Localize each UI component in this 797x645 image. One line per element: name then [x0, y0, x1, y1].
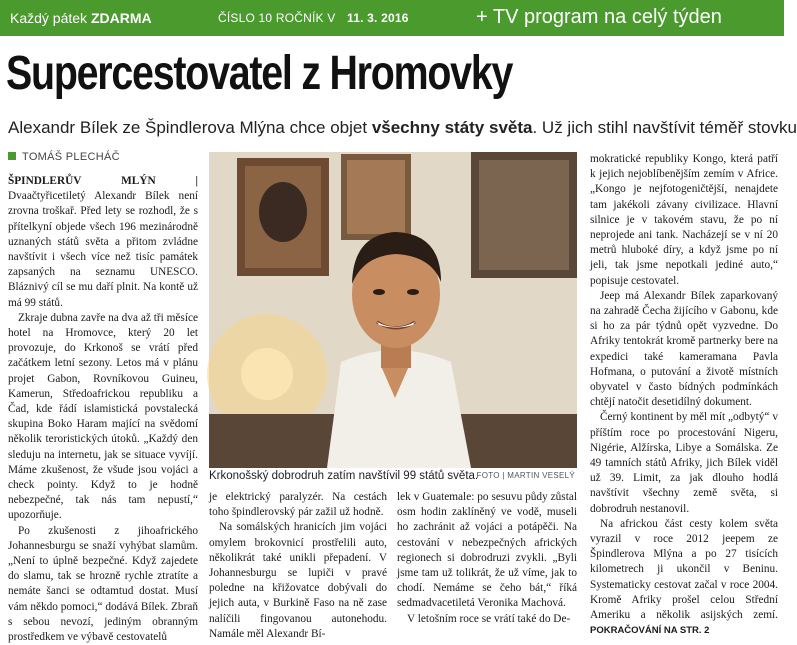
- paragraph-text: Dvaačtyřicetiletý Alexandr Bílek není zrovna troškař. Před lety se rozhodl, že s přítelkyní objede všech 196 mezinárodně uznaných států světa a přitom zvládne navštívit i všech více než tisíc památek zapsaných na seznamu UNESCO. Bláznivý cíl se mu daří plnit. Na kontě už má 99 států.: [8, 190, 198, 309]
- photo-credit: FOTO | MARTIN VESELÝ: [476, 471, 575, 480]
- dateline: ŠPINDLERŮV MLÝN |: [8, 175, 198, 187]
- article-headline: Supercestovatel z Hromovky: [6, 47, 513, 100]
- paragraph-text: Na africkou část cesty kolem světa vyrazil v roce 2012 jeepem ze Špindlerova Mlýna a po 27 tisících kilometrech ji ukončil v Beninu. Systematicky cestovat začal v roce 2004. Kromě Afriky prošel celou Střední Ameriku a několik asijských zemí.: [590, 517, 778, 622]
- article-column-4: [590, 152, 778, 637]
- paragraph: lek v Guatemale: po sesuvu půdy zůstal osm hodin zaklíněný ve vodě, museli ho zachránit až vojáci a potápěči. Na cestování v nebezpečných afrických regionech si dobrodruzi zvykli. „Byli jsme tam už tolikrát, že už víme, jak to chodí. Nemáme se čeho bát,“ říká sedmadvacetiletá Veronika Machová.: [397, 491, 577, 610]
- free-weekly-label: [10, 10, 152, 26]
- paragraph: [8, 174, 198, 311]
- paragraph: Na somálských hranicích jim vojáci omylem brokovnicí prostřelili auto, několikrát také unikli přepadení. V Johannesburgu se lupiči v pravé poledne na křižovatce dobývali do jejich auta, v Burkině Faso na ně zase nalíčili fingovanou autonehodu. Namále měl Alexandr Bí-: [209, 521, 387, 640]
- subhead-tail: . Už jich stihl navštívit téměř stovku: [532, 118, 797, 137]
- paragraph: Po zkušenosti z jihoafrického Johannesburgu se snaží vyhýbat slamům. „Není to úplně bezpečné. Když zajedete do slamu, tak se hrozně rychle ztratíte a nemáte šanci se odtamtud dostat. Musí vám někdo pomoci,“ dodává Bílek. Zbraň s sebou nevozí, jediným obranným prostředkem ve výbavě cestovatelů: [8, 524, 198, 644]
- caption-text: Krkonošský dobrodruh zatím navštívil 99 států světa.: [209, 470, 479, 482]
- portrait-image: [209, 152, 577, 468]
- continued-on-page-2-label: POKRAČOVÁNÍ NA STR. 2: [590, 625, 710, 637]
- byline: [8, 151, 120, 163]
- weekly-prefix: Každý pátek: [10, 10, 88, 26]
- byline-square-icon: [8, 152, 16, 160]
- article-column-3: [397, 490, 577, 625]
- subhead-bold: všechny státy světa: [371, 118, 533, 137]
- subhead-text: Alexandr Bílek ze Špindlerova Mlýna chce objet: [8, 118, 372, 137]
- paragraph: je elektrický paralyzér. Na cestách toho špindlerovský pár zažil už hodně.: [209, 491, 387, 519]
- issue-number: ČÍSLO 10 ROČNÍK V: [218, 11, 336, 25]
- author-name: TOMÁŠ PLECHÁČ: [22, 151, 120, 163]
- paragraph: Černý kontinent by měl mít „odbytý“ v příštím roce po procestování Nigeru, Nigérie, Alžírska, Libye a Somálska. Ze 49 tamních států Afriky, jich Bílek viděl už 39. Limit, za jak dlouho hodlá navštívit všechny země světa, si dobrodruh nestanovil.: [590, 411, 778, 515]
- issue-date: 11. 3. 2016: [346, 11, 409, 25]
- issue-info: [218, 11, 409, 25]
- photo-caption: [209, 470, 577, 482]
- paragraph: Jeep má Alexandr Bílek zaparkovaný na zahradě Čecha žijícího v Gabonu, kde si ho za pár týdnů opět vyzvedne. Do Afriky tentokrát kromě partnerky bere na expedici také kameramana Pavla Hofmana, o putování a životě místních obyvatel v často bídných podmínkách chtějí natočit desetidílný dokument.: [590, 289, 778, 409]
- paragraph: V letošním roce se vrátí také do De-: [407, 612, 571, 625]
- paragraph: mokratické republiky Kongo, která patří k jejich nejoblíbenějším zemím v Africe. „Kongo je nejfotogeničtější, nenajdete tam jakékoli závany civilizace. Hlavní silnice je v takovém stavu, že po ní neprojede ani tank. Nacházejí se v ní 20 metrů hluboké díry, a když jsme po ní jeli, tak jsme nepotkali jediné auto,“ popisuje cestovatel.: [590, 153, 778, 287]
- article-photo: [209, 152, 577, 468]
- article-column-1: [8, 174, 198, 644]
- paragraph: [590, 517, 778, 639]
- article-subheadline: [8, 118, 797, 138]
- masthead-bar: [0, 0, 784, 36]
- free-label: ZDARMA: [90, 10, 152, 26]
- tv-program-promo: + TV program na celý týden: [476, 6, 722, 28]
- paragraph: Zkraje dubna zavře na dva až tři měsíce hotel na Hromovce, který 20 let provozuje, do Krkonoš se vrátí před začátkem letní sezony. Letos má v plánu projet Gabon, Rovníkovou Guineu, Kamerun, Středoafrickou republiku a Čad, kde řádí islamistická povstalecká skupina Boko Haram mající na svědomí několik teroristických útoků. „Každý den sleduju na internetu, jak se situace vyvíjí. Máme zkušenost, že všude jsou vojáci a check pointy. Když to je hodně nebezpečné, tak nás tam nepustí,“ upozorňuje.: [8, 311, 198, 522]
- article-column-2: [209, 490, 387, 640]
